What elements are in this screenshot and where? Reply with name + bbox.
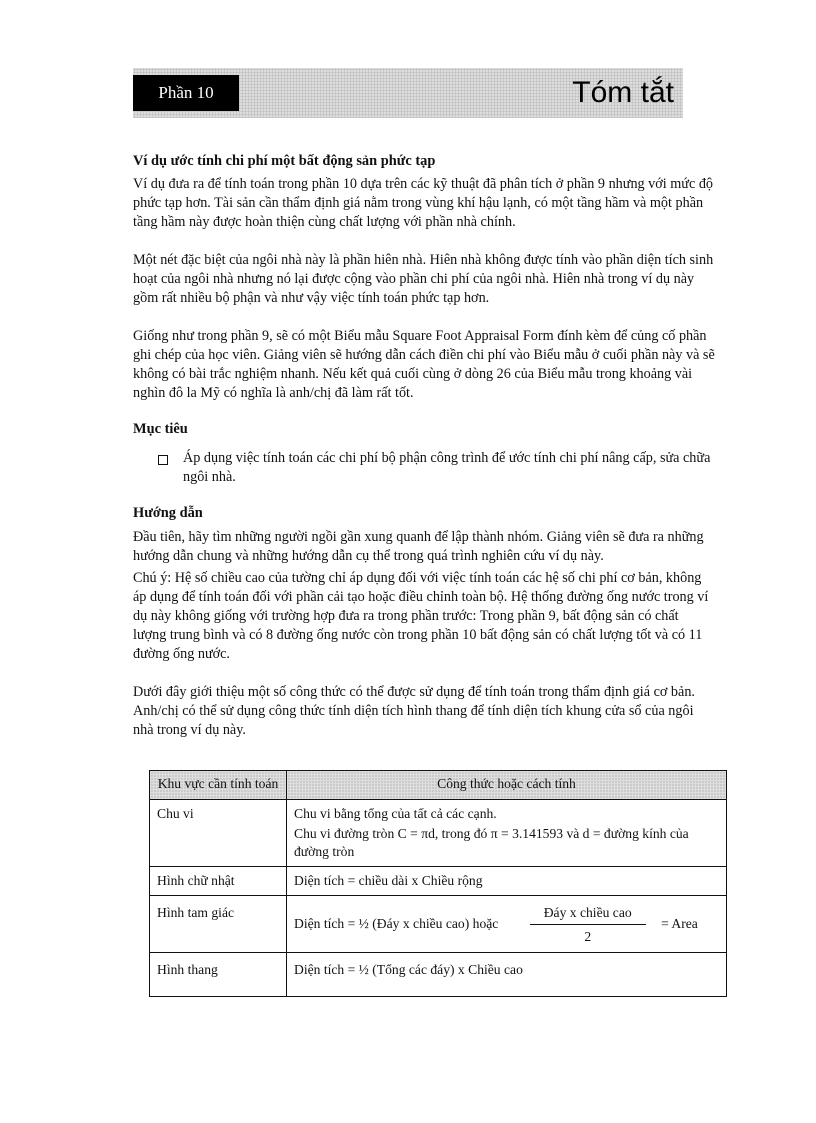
area-cell: Chu vi (150, 800, 287, 867)
formula-table (149, 770, 727, 997)
fraction-numerator: Đáy x chiều cao (530, 904, 646, 925)
intro-paragraph: Ví dụ đưa ra để tính toán trong phần 10 dựa trên các kỹ thuật đã phân tích ở phần 9 nhưng với mức độ phức tạp hơn. Tài sản cần thẩm định giá nằm trong vùng khí hậu lạnh, có một tầng hầm và một phần tầng hầm này được hoàn thiện cùng chất lượng với phần nhà chính. (133, 176, 714, 230)
table-row (150, 867, 727, 896)
guidance-paragraph: Đầu tiên, hãy tìm những người ngồi gần xung quanh để lập thành nhóm. Giảng viên sẽ đưa ra những hướng dẫn chung và những hướng dẫn cụ thể trong quá trình nghiên cứu ví dụ này. (133, 529, 704, 564)
table-header-row (150, 771, 727, 800)
section-label: Phần 10 (133, 75, 239, 111)
table-row (150, 800, 727, 867)
table-header-cell: Công thức hoặc cách tính (287, 771, 727, 800)
formula-cell (287, 896, 727, 953)
intro-paragraph: Một nét đặc biệt của ngôi nhà này là phần hiên nhà. Hiên nhà không được tính vào phần diện tích sinh hoạt của ngôi nhà nhưng nó lại được cộng vào phần chi phí của ngôi nhà. Hiên nhà trong ví dụ này gồm rất nhiều bộ phận và như vậy việc tính toán phức tạp hơn. (133, 252, 714, 306)
formula-text: Diện tích = ½ (Đáy x chiều cao) hoặc (294, 916, 499, 932)
objective-item (158, 449, 715, 487)
objectives-heading: Mục tiêu (133, 421, 188, 437)
guidance-heading: Hướng dẫn (133, 505, 203, 521)
table-row (150, 896, 727, 953)
table-row (150, 953, 727, 997)
table-header-cell: Khu vực cần tính toán (150, 771, 287, 800)
area-cell: Hình chữ nhật (150, 867, 287, 896)
intro-heading: Ví dụ ước tính chi phí một bất động sản phức tạp (133, 153, 436, 169)
page-content (133, 152, 715, 740)
formula-text: Chu vi bằng tổng của tất cả các cạnh. (294, 806, 497, 821)
guidance-note: Chú ý: Hệ số chiều cao của tường chỉ áp dụng đối với việc tính toán các hệ số chi phí cơ bản, không áp dụng để tính toán đối với phần cải tạo hoặc điều chỉnh toàn bộ. Hệ thống đường ống nước trong ví dụ này không giống với trường hợp đưa ra trong phần trước: Trong phần 9, bất động sản có chất lượng trung bình và có 8 đường ống nước còn trong phần 10 bất động sản có chất lượng tốt và có 11 đường ống nước. (133, 570, 709, 662)
area-cell: Hình tam giác (150, 896, 287, 953)
checkbox-icon (158, 455, 168, 465)
formula-cell (287, 800, 727, 867)
area-cell: Hình thang (150, 953, 287, 997)
formula-suffix: = Area (661, 916, 698, 932)
formula-cell: Diện tích = chiều dài x Chiều rộng (287, 867, 727, 896)
formula-text: Chu vi đường tròn C = πd, trong đó π = 3.141593 và d = đường kính của đường tròn (294, 826, 689, 859)
fraction-denominator: 2 (584, 929, 592, 944)
guidance-paragraph: Dưới đây giới thiệu một số công thức có thể được sử dụng để tính toán trong thẩm định giá cơ bản. Anh/chị có thể sử dụng công thức tính diện tích hình thang để tính diện tích khung cửa sổ của ngôi nhà trong ví dụ này. (133, 684, 695, 738)
objective-text: Áp dụng việc tính toán các chi phí bộ phận công trình để ước tính chi phí nâng cấp, sửa chữa ngôi nhà. (183, 450, 711, 485)
formula-cell: Diện tích = ½ (Tổng các đáy) x Chiều cao (287, 953, 727, 997)
section-title: Tóm tắt (572, 76, 674, 109)
intro-paragraph: Giống như trong phần 9, sẽ có một Biểu mẫu Square Foot Appraisal Form đính kèm để củng cố phần ghi chép của học viên. Giảng viên sẽ hướng dẫn cách điền chi phí vào Biểu mẫu ở cuối phần này và sẽ không có bài trắc nghiệm nhanh. Nếu kết quả cuối cùng ở dòng 26 của Biểu mẫu trong khoảng vài nghìn đô la Mỹ có nghĩa là anh/chị đã làm rất tốt. (133, 328, 715, 401)
fraction (530, 904, 646, 946)
